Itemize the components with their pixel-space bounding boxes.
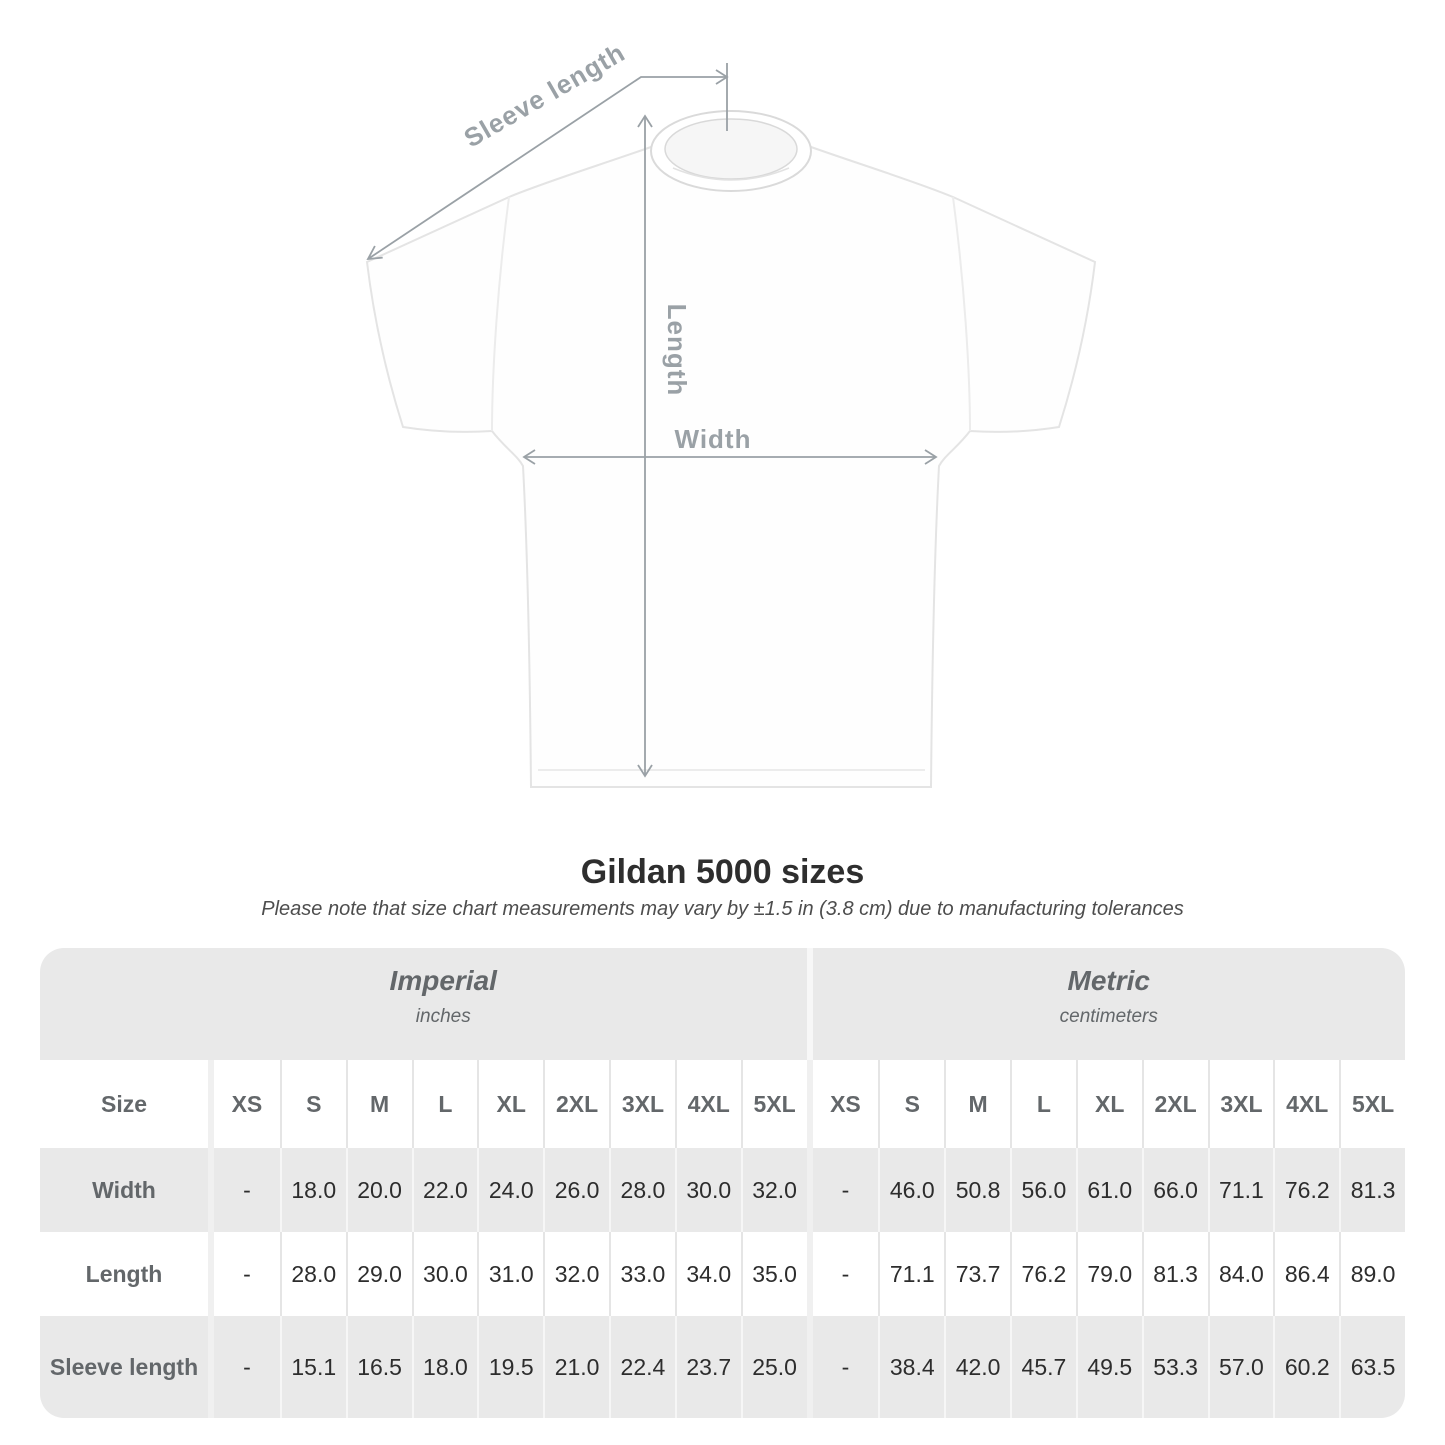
value-cell [1142, 1316, 1208, 1418]
value-cell-text: - [243, 1176, 251, 1203]
value-cell [878, 1060, 944, 1148]
value-cell-text: 34.0 [686, 1260, 732, 1287]
value-cell [944, 1232, 1010, 1316]
value-cell-text: 21.0 [554, 1353, 600, 1380]
sleeve-length-label: Sleeve length [458, 37, 631, 154]
size-header-row [40, 1060, 1405, 1148]
value-cell [280, 1316, 346, 1418]
value-cell-text: 61.0 [1087, 1176, 1133, 1203]
value-cell [1339, 1316, 1405, 1418]
value-cell-text: - [243, 1353, 251, 1380]
value-cell [878, 1232, 944, 1316]
value-cell-text: 18.0 [423, 1353, 468, 1380]
value-cell-text: 22.0 [423, 1176, 468, 1203]
value-cell-text: 16.5 [357, 1353, 402, 1380]
value-cell-text: 81.3 [1153, 1260, 1198, 1287]
value-cell [1339, 1148, 1405, 1232]
units-header-band [40, 948, 1405, 1060]
value-cell-text: 45.7 [1021, 1353, 1067, 1380]
metric-units: centimeters [1059, 1006, 1158, 1027]
tolerance-note: Please note that size chart measurements may vary by ±1.5 in (3.8 cm) due to manufacturing tolerances [261, 898, 1184, 920]
value-cell [878, 1316, 944, 1418]
value-cell [813, 1232, 879, 1316]
value-cell-text: 49.5 [1087, 1353, 1133, 1380]
value-cell-text: S [904, 1090, 920, 1117]
value-cell [1208, 1232, 1274, 1316]
row-label [40, 1316, 208, 1418]
size-table [40, 948, 1405, 1418]
value-cell [1076, 1148, 1142, 1232]
value-cell-text: XL [496, 1090, 526, 1117]
value-cell-text: 15.1 [291, 1353, 337, 1380]
value-cell-text: 53.3 [1153, 1353, 1198, 1380]
value-cell [741, 1148, 807, 1232]
imperial-header [40, 948, 807, 1060]
value-cell-text: S [306, 1090, 322, 1117]
value-cell [675, 1232, 741, 1316]
value-cell-text: 25.0 [752, 1353, 797, 1380]
value-cell [477, 1148, 543, 1232]
value-cell-text: 26.0 [554, 1176, 600, 1203]
value-cell-text: M [968, 1090, 988, 1117]
value-cell [1208, 1148, 1274, 1232]
value-cell [1142, 1060, 1208, 1148]
value-cell [1076, 1232, 1142, 1316]
value-cell-text: 89.0 [1350, 1260, 1396, 1287]
row-label-text: Sleeve length [49, 1353, 199, 1380]
value-cell-text: 2XL [1154, 1090, 1197, 1117]
value-cell [944, 1148, 1010, 1232]
value-cell-text: 30.0 [686, 1176, 732, 1203]
value-cell-text: 24.0 [488, 1176, 534, 1203]
value-cell [214, 1060, 280, 1148]
value-cell-text: - [841, 1353, 850, 1380]
value-cell [280, 1232, 346, 1316]
value-cell-text: 19.5 [488, 1353, 534, 1380]
value-cell-text: 84.0 [1219, 1260, 1264, 1287]
value-cell-text: 3XL [621, 1090, 664, 1117]
value-cell-text: 18.0 [291, 1176, 337, 1203]
value-cell-text: 46.0 [889, 1176, 935, 1203]
value-cell [1010, 1316, 1076, 1418]
value-cell-text: 50.8 [955, 1176, 1001, 1203]
imperial-units: inches [415, 1006, 471, 1027]
value-cell-text: 63.5 [1350, 1353, 1396, 1380]
value-cell [813, 1148, 879, 1232]
value-cell [477, 1316, 543, 1418]
value-cell [280, 1060, 346, 1148]
value-cell [346, 1148, 412, 1232]
value-cell-text: 32.0 [752, 1176, 797, 1203]
value-cell [1273, 1148, 1339, 1232]
value-cell-text: 20.0 [357, 1176, 402, 1203]
row-label [40, 1148, 208, 1232]
value-cell [675, 1316, 741, 1418]
value-cell-text: 86.4 [1284, 1260, 1330, 1287]
value-cell-text: 76.2 [1021, 1260, 1067, 1287]
value-cell [675, 1148, 741, 1232]
value-cell [1273, 1316, 1339, 1418]
value-cell-text: 33.0 [620, 1260, 666, 1287]
value-cell-text: 22.4 [620, 1353, 666, 1380]
value-cell-text: 32.0 [554, 1260, 600, 1287]
value-cell-text: M [369, 1090, 390, 1117]
value-cell [944, 1316, 1010, 1418]
value-cell-text: 29.0 [357, 1260, 402, 1287]
value-cell [741, 1060, 807, 1148]
value-cell-text: 60.2 [1284, 1353, 1330, 1380]
length-label: Length [662, 303, 692, 397]
value-cell [543, 1316, 609, 1418]
row-label [40, 1060, 208, 1148]
value-cell [1010, 1232, 1076, 1316]
value-cell-text: 79.0 [1087, 1260, 1133, 1287]
value-cell [1208, 1316, 1274, 1418]
value-cell-text: 57.0 [1219, 1353, 1264, 1380]
value-cell [675, 1060, 741, 1148]
value-cell [1339, 1060, 1405, 1148]
value-cell [944, 1060, 1010, 1148]
value-cell [543, 1148, 609, 1232]
tshirt-body [367, 124, 1095, 787]
value-cell [214, 1316, 280, 1418]
value-cell-text: L [438, 1090, 453, 1117]
value-cell-text: 42.0 [955, 1353, 1001, 1380]
table-row [40, 1316, 1405, 1418]
row-label-text: Width [92, 1176, 156, 1203]
value-cell [878, 1148, 944, 1232]
value-cell-text: - [841, 1176, 850, 1203]
value-cell [609, 1316, 675, 1418]
width-label: Width [674, 424, 752, 454]
value-cell-text: 71.1 [889, 1260, 935, 1287]
value-cell [1076, 1060, 1142, 1148]
value-cell [1339, 1232, 1405, 1316]
value-cell [813, 1060, 879, 1148]
value-cell [609, 1148, 675, 1232]
value-cell [609, 1060, 675, 1148]
value-cell-text: - [243, 1260, 251, 1287]
value-cell [346, 1316, 412, 1418]
value-cell [412, 1316, 478, 1418]
row-label-text: Size [100, 1090, 148, 1117]
value-cell-text: 5XL [1351, 1090, 1395, 1117]
value-cell [1208, 1060, 1274, 1148]
value-cell [741, 1232, 807, 1316]
value-cell-text: 73.7 [955, 1260, 1001, 1287]
value-cell [412, 1148, 478, 1232]
page-title: Gildan 5000 sizes [580, 853, 865, 891]
value-cell [214, 1148, 280, 1232]
value-cell [280, 1148, 346, 1232]
value-cell-text: 4XL [1286, 1090, 1329, 1117]
value-cell-text: XS [830, 1090, 861, 1117]
value-cell [813, 1316, 879, 1418]
value-cell [346, 1060, 412, 1148]
value-cell-text: - [841, 1260, 850, 1287]
value-cell [1010, 1060, 1076, 1148]
metric-header [813, 948, 1406, 1060]
value-cell-text: 31.0 [488, 1260, 534, 1287]
value-cell-text: 71.1 [1219, 1176, 1264, 1203]
value-cell-text: 30.0 [423, 1260, 468, 1287]
value-cell [543, 1232, 609, 1316]
metric-title: Metric [1067, 965, 1150, 996]
value-cell [1142, 1232, 1208, 1316]
value-cell-text: 2XL [555, 1090, 599, 1117]
table-row [40, 1232, 1405, 1316]
value-cell-text: 4XL [687, 1090, 730, 1117]
value-cell [543, 1060, 609, 1148]
value-cell [1010, 1148, 1076, 1232]
value-cell-text: 28.0 [620, 1176, 666, 1203]
value-cell [477, 1232, 543, 1316]
imperial-title: Imperial [389, 965, 497, 996]
value-cell-text: 28.0 [291, 1260, 337, 1287]
value-cell [1273, 1232, 1339, 1316]
value-cell-text: 56.0 [1021, 1176, 1067, 1203]
collar-inner [665, 119, 797, 179]
value-cell [741, 1316, 807, 1418]
value-cell-text: 66.0 [1153, 1176, 1198, 1203]
table-rows [40, 1148, 1405, 1418]
value-cell [412, 1232, 478, 1316]
value-cell-text: XL [1095, 1090, 1125, 1117]
table-row [40, 1148, 1405, 1232]
value-cell [1076, 1316, 1142, 1418]
value-cell [346, 1232, 412, 1316]
value-cell-text: 5XL [753, 1090, 796, 1117]
value-cell-text: XS [231, 1090, 263, 1117]
value-cell-text: L [1036, 1090, 1051, 1117]
row-label-text: Length [85, 1260, 163, 1287]
row-label [40, 1232, 208, 1316]
value-cell-text: 23.7 [686, 1353, 732, 1380]
value-cell-text: 38.4 [889, 1353, 935, 1380]
value-cell [1142, 1148, 1208, 1232]
value-cell-text: 76.2 [1284, 1176, 1330, 1203]
value-cell-text: 3XL [1220, 1090, 1263, 1117]
value-cell-text: 35.0 [752, 1260, 797, 1287]
value-cell [412, 1060, 478, 1148]
value-cell [477, 1060, 543, 1148]
value-cell-text: 81.3 [1350, 1176, 1396, 1203]
value-cell [1273, 1060, 1339, 1148]
value-cell [214, 1232, 280, 1316]
value-cell [609, 1232, 675, 1316]
